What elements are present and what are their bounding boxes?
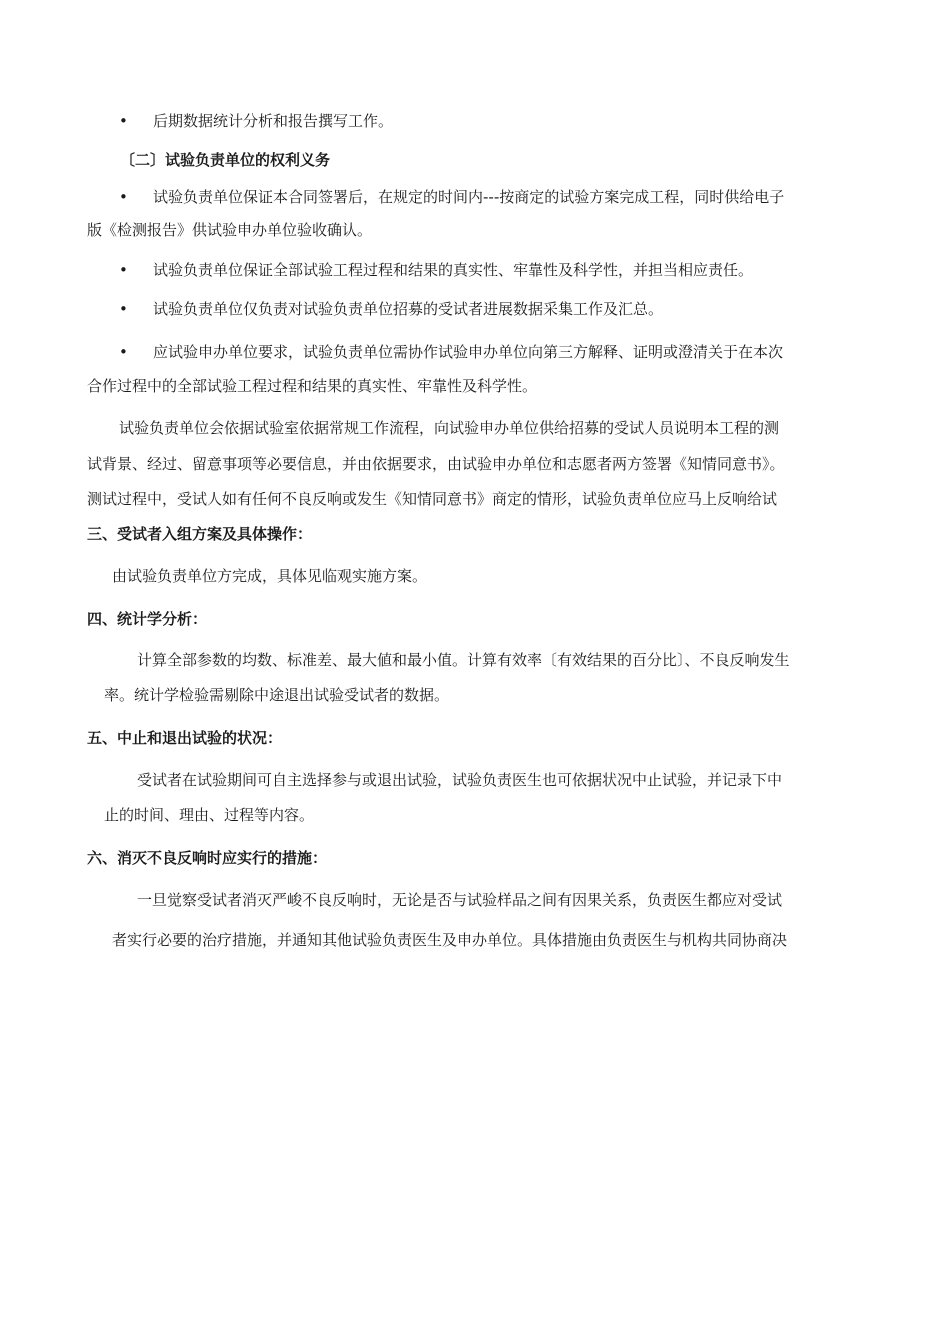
paragraph-line: 测试过程中，受试人如有任何不良反响或发生《知情同意书》商定的情形，试验负责单位应马上反响给试 (87, 490, 778, 508)
section-body: 一旦觉察受试者消灭严峻不良反响时，无论是否与试验样品之间有因果关系，负责医生都应对受试 (137, 891, 783, 909)
section-heading: 五、中止和退出试验的状况： (87, 729, 283, 747)
bullet-text-continuation: 版《检测报告》供试验申办单位验收确认。 (87, 221, 373, 239)
section-heading: 〔二〕试验负责单位的权利义务 (120, 151, 331, 169)
section-body: 受试者在试验期间可自主选择参与或退出试验，试验负责医生也可依据状况中止试验，并记录下中 (137, 771, 783, 789)
section-body: 由试验负责单位方完成，具体见临观实施方案。 (112, 567, 428, 585)
section-heading: 四、统计学分析： (87, 610, 208, 628)
section-body: 者实行必要的治疗措施，并通知其他试验负责医生及申办单位。具体措施由负责医生与机构共同协商决 (112, 931, 788, 949)
bullet-text-continuation: 合作过程中的全部试验工程过程和结果的真实性、牢靠性及科学性。 (87, 377, 538, 395)
paragraph-line: 试背景、经过、留意事项等必要信息，并由依据要求，由试验申办单位和志愿者两方签署《知情同意书》。 (87, 455, 785, 473)
bullet-text: 试验负责单位保证全部试验工程过程和结果的真实性、牢靠性及科学性，并担当相应责任。 (153, 261, 754, 279)
section-heading: 三、受试者入组方案及具体操作： (87, 525, 313, 543)
bullet-text: 试验负责单位仅负责对试验负责单位招募的受试者进展数据采集工作及汇总。 (153, 300, 664, 318)
section-body: 计算全部参数的均数、标准差、最大値和最小值。计算有效率〔有效结果的百分比〕、不良反响发生 (137, 651, 790, 669)
bullet-marker: • (119, 300, 128, 318)
section-body: 率。统计学检验需剔除中途退出试验受试者的数据。 (104, 686, 450, 704)
section-heading: 六、消灭不良反响时应实行的措施： (87, 849, 328, 867)
bullet-marker: • (119, 112, 128, 130)
bullet-text: 应试验申办单位要求，试验负责单位需协作试验申办单位向第三方解释、证明或澄清关于在本次 (153, 343, 784, 361)
bullet-marker: • (119, 261, 128, 279)
section-body: 止的时间、理由、过程等内容。 (104, 806, 315, 824)
paragraph-line: 试验负责单位会依据试验室依据常规工作流程，向试验申办单位供给招募的受试人员说明本工程的测 (119, 419, 780, 437)
bullet-marker: • (119, 343, 128, 361)
bullet-text: 试验负责单位保证本合同签署后，在规定的时间内---按商定的试验方案完成工程，同时供给电子 (153, 188, 785, 206)
bullet-marker: • (119, 188, 128, 206)
bullet-text: 后期数据统计分析和报告撰写工作。 (153, 112, 394, 130)
